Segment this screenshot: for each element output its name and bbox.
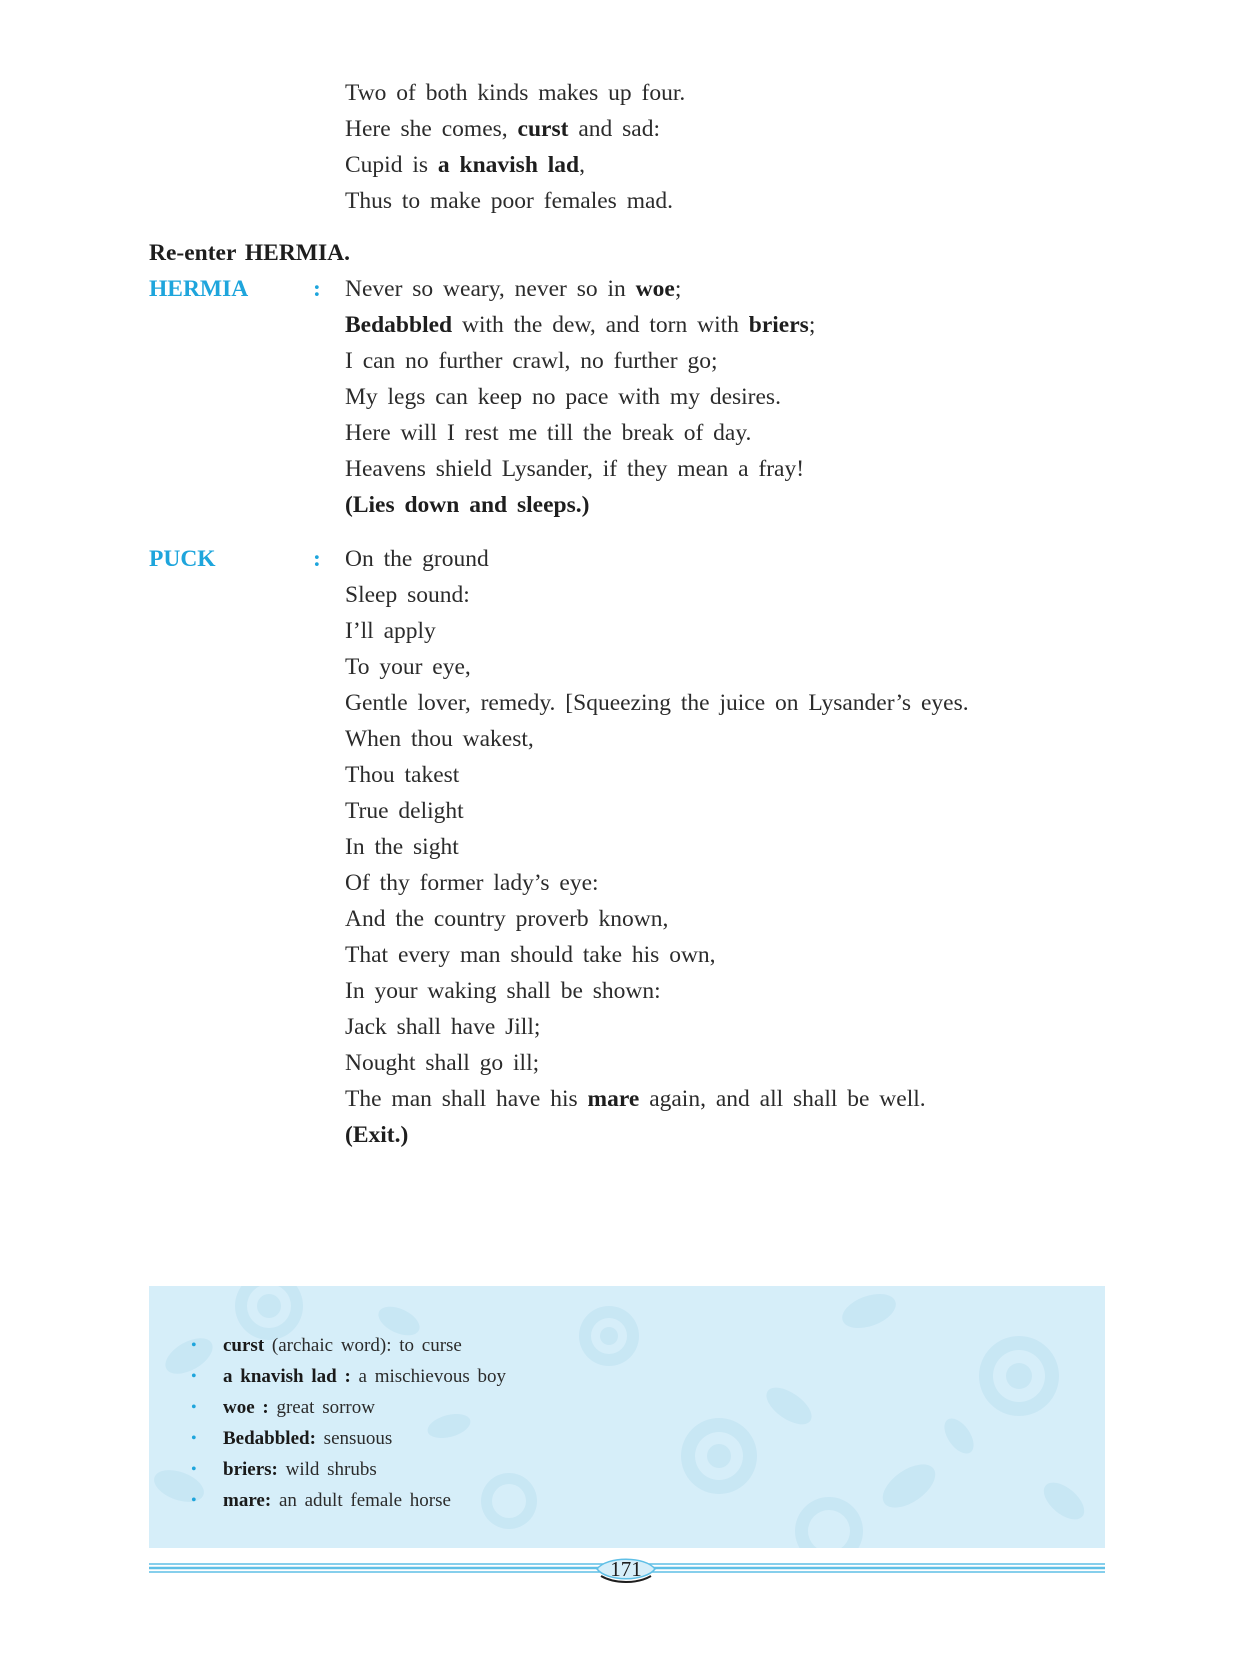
verse-text: Cupid is	[345, 152, 438, 178]
verse-line	[345, 274, 681, 304]
verse-text: ;	[808, 312, 816, 338]
speaker-colon: :	[313, 546, 321, 572]
verse-text: Gentle lover, remedy. [Squeezing the juice on Lysander’s eyes.	[345, 690, 969, 716]
glossed-word: a knavish lad	[437, 152, 580, 178]
bullet-icon: •	[191, 1430, 197, 1447]
verse-text: My legs can keep no pace with my desires.	[345, 384, 781, 410]
page-number-badge	[593, 1554, 659, 1584]
verse-text: Thou takest	[345, 762, 460, 788]
verse-text: True delight	[345, 798, 464, 824]
verse-line	[345, 1120, 408, 1150]
glossary-item	[223, 1427, 392, 1451]
verse-line	[345, 760, 459, 790]
verse-line	[345, 382, 781, 412]
verse-line	[345, 310, 815, 340]
glossary-item	[223, 1489, 451, 1513]
stage-direction: Re-enter HERMIA.	[149, 240, 350, 266]
verse-text: Of thy former lady’s eye:	[345, 870, 599, 896]
verse-text: Sleep sound:	[345, 582, 470, 608]
verse-text: The man shall have his	[345, 1086, 588, 1112]
bullet-icon: •	[191, 1399, 197, 1416]
verse-text: Never so weary, never so in	[345, 276, 636, 302]
glossary-term: mare:	[223, 1490, 272, 1511]
verse-text: That every man should take his own,	[345, 942, 716, 968]
verse-line	[345, 904, 668, 934]
verse-text: I’ll apply	[345, 618, 436, 644]
verse-line	[345, 688, 969, 718]
verse-text: Heavens shield Lysander, if they mean a fray!	[345, 456, 805, 482]
glossed-word: (Exit.)	[345, 1122, 409, 1148]
glossed-word: briers	[748, 312, 809, 338]
verse-line	[345, 1084, 926, 1114]
glossary-definition: great sorrow	[268, 1397, 375, 1418]
glossary-definition: (archaic word): to curse	[264, 1335, 462, 1356]
glossary-item	[223, 1365, 506, 1389]
bullet-icon: •	[191, 1337, 197, 1354]
verse-line	[345, 976, 661, 1006]
speaker-puck: PUCK	[149, 546, 216, 572]
glossary-term: woe :	[223, 1397, 269, 1418]
glossed-word: woe	[635, 276, 675, 302]
verse-text: In your waking shall be shown:	[345, 978, 661, 1004]
glossed-word: (Lies down and sleeps.)	[345, 492, 590, 518]
glossary-definition: an adult female horse	[271, 1490, 451, 1511]
glossary-definition: wild shrubs	[277, 1459, 377, 1480]
verse-line	[345, 832, 459, 862]
verse-text: and sad:	[568, 116, 660, 142]
bullet-icon: •	[191, 1492, 197, 1509]
verse-line	[345, 940, 716, 970]
verse-text: Two of both kinds makes up four.	[345, 80, 686, 106]
verse-line	[345, 652, 471, 682]
verse-line	[345, 114, 660, 144]
glossary-item	[223, 1334, 462, 1358]
glossary-term: briers:	[223, 1459, 278, 1480]
verse-line	[345, 796, 464, 826]
verse-text: And the country proverb known,	[345, 906, 669, 932]
glossary-term: Bedabbled:	[223, 1428, 316, 1449]
bullet-icon: •	[191, 1368, 197, 1385]
verse-text: I can no further crawl, no further go;	[345, 348, 718, 374]
verse-line	[345, 544, 489, 574]
verse-text: Jack shall have Jill;	[345, 1014, 541, 1040]
verse-line	[345, 78, 685, 108]
verse-text: On the ground	[345, 546, 489, 572]
verse-line	[345, 346, 718, 376]
verse-line	[345, 724, 534, 754]
glossary-definition: sensuous	[315, 1428, 393, 1449]
verse-line	[345, 1048, 539, 1078]
glossary-box	[149, 1286, 1105, 1548]
verse-text: When thou wakest,	[345, 726, 534, 752]
glossary-definition: a mischievous boy	[350, 1366, 506, 1387]
verse-line	[345, 490, 589, 520]
verse-line	[345, 454, 804, 484]
verse-text: To your eye,	[345, 654, 471, 680]
verse-line	[345, 580, 470, 610]
verse-text: Here will I rest me till the break of day.	[345, 420, 752, 446]
glossed-word: mare	[587, 1086, 640, 1112]
verse-text: Here she comes,	[345, 116, 518, 142]
verse-text: ;	[674, 276, 682, 302]
verse-text: ,	[579, 152, 585, 178]
page-number: 171	[610, 1557, 642, 1581]
speaker-colon: :	[313, 276, 321, 302]
verse-text: Nought shall go ill;	[345, 1050, 540, 1076]
glossary-item	[223, 1396, 375, 1420]
verse-line	[345, 1012, 540, 1042]
glossed-word: curst	[517, 116, 569, 142]
verse-text: Thus to make poor females mad.	[345, 188, 674, 214]
glossed-word: Bedabbled	[345, 312, 453, 338]
verse-line	[345, 616, 436, 646]
speaker-hermia: HERMIA	[149, 276, 249, 302]
verse-text: again, and all shall be well.	[639, 1086, 926, 1112]
verse-text: In the sight	[345, 834, 459, 860]
glossary-item	[223, 1458, 377, 1482]
verse-line	[345, 150, 585, 180]
verse-line	[345, 418, 751, 448]
glossary-term: curst	[223, 1335, 265, 1356]
bullet-icon: •	[191, 1461, 197, 1478]
glossary-term: a knavish lad :	[223, 1366, 351, 1387]
verse-text: with the dew, and torn with	[452, 312, 749, 338]
verse-line	[345, 868, 599, 898]
verse-line	[345, 186, 673, 216]
